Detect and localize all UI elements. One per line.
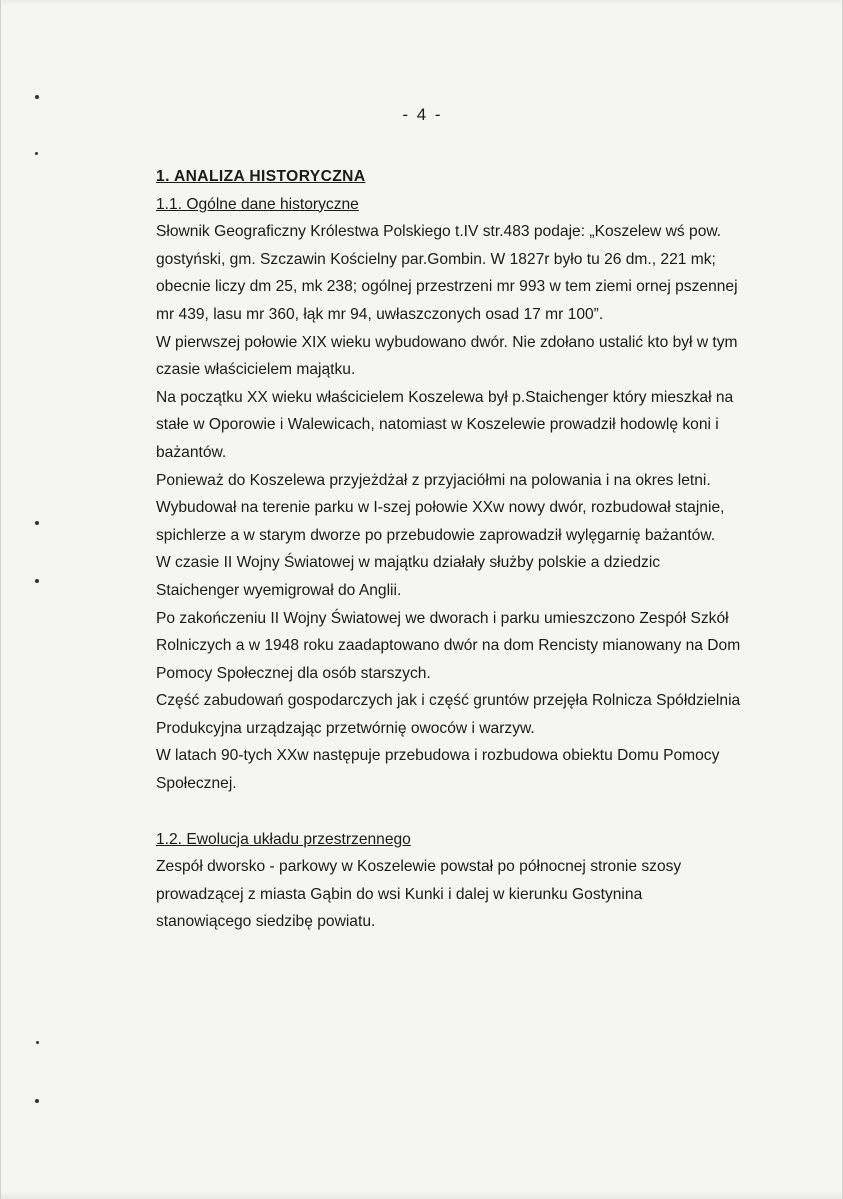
paragraph-line: Zespół dworsko - parkowy w Koszelewie powstał po północnej stronie szosy [156, 858, 682, 876]
paragraph-line: spichlerze a w starym dworze po przebudowie zaprowadził wylęgarnię bażantów. [156, 526, 716, 544]
scan-dot [35, 521, 39, 525]
paragraph-line: Staichenger wyemigrował do Anglii. [156, 581, 402, 599]
paragraph-line: stanowiącego siedzibę powiatu. [156, 913, 376, 931]
section-spacer [156, 798, 806, 826]
paragraph-line: W czasie II Wojny Światowej w majątku działały służby polskie a dziedzic [156, 554, 661, 572]
paragraph-line: Społecznej. [156, 775, 237, 793]
paragraph-line: W pierwszej połowie XIX wieku wybudowano dwór. Nie zdołano ustalić kto był w tym [156, 333, 738, 351]
subsection-title: 1.2. Ewolucja układu przestrzennego [156, 830, 411, 848]
paragraph-line: mr 439, lasu mr 360, łąk mr 94, uwłaszczonych osad 17 mr 100”. [156, 305, 604, 323]
section-heading: 1. ANALIZA HISTORYCZNA [156, 168, 366, 185]
paragraph-line: czasie właścicielem majątku. [156, 361, 356, 379]
document-body [156, 163, 806, 936]
scan-dot [35, 95, 39, 99]
paragraph-line: Po zakończeniu II Wojny Światowej we dworach i parku umieszczono Zespół Szkół [156, 609, 729, 627]
paragraph-line: bażantów. [156, 443, 227, 461]
paragraph-line: stałe w Oporowie i Walewicach, natomiast w Koszelewie prowadził hodowlę koni i [156, 416, 719, 434]
paragraph-line: Wybudował na terenie parku w I-szej połowie XXw nowy dwór, rozbudował stajnie, [156, 499, 725, 517]
scan-dot [35, 152, 38, 155]
paragraph-line: gostyński, gm. Szczawin Kościelny par.Gombin. W 1827r było tu 26 dm., 221 mk; [156, 250, 716, 268]
paragraph-line: Rolniczych a w 1948 roku zaadaptowano dwór na dom Rencisty mianowany na Dom [156, 637, 741, 655]
paragraph-line: Ponieważ do Koszelewa przyjeżdżał z przyjaciółmi na polowania i na okres letni. [156, 471, 711, 489]
paragraph-line: Pomocy Społecznej dla osób starszych. [156, 664, 431, 682]
paragraph-line: prowadzącej z miasta Gąbin do wsi Kunki i dalej w kierunku Gostynina [156, 885, 643, 903]
scan-dot [36, 1041, 39, 1044]
scan-dot [35, 579, 39, 583]
paragraph-line: Na początku XX wieku właścicielem Koszelewa był p.Staichenger który mieszkał na [156, 388, 734, 406]
scan-dot [35, 1099, 39, 1103]
page-number: - 4 - [402, 105, 443, 124]
paragraph-line: W latach 90-tych XXw następuje przebudowa i rozbudowa obiektu Domu Pomocy [156, 747, 720, 765]
paragraph-line: obecnie liczy dm 25, mk 238; ogólnej przestrzeni mr 993 w tem ziemi ornej pszennej [156, 278, 738, 296]
subsection-title: 1.1. Ogólne dane historyczne [156, 195, 359, 213]
paragraph-line: Produkcyjna urządzając przetwórnię owoców i warzyw. [156, 719, 535, 737]
paragraph-line: Słownik Geograficzny Królestwa Polskiego t.IV str.483 podaje: „Koszelew wś pow. [156, 223, 722, 241]
paragraph-line: Część zabudowań gospodarczych jak i część gruntów przejęła Rolnicza Spółdzielnia [156, 692, 741, 710]
